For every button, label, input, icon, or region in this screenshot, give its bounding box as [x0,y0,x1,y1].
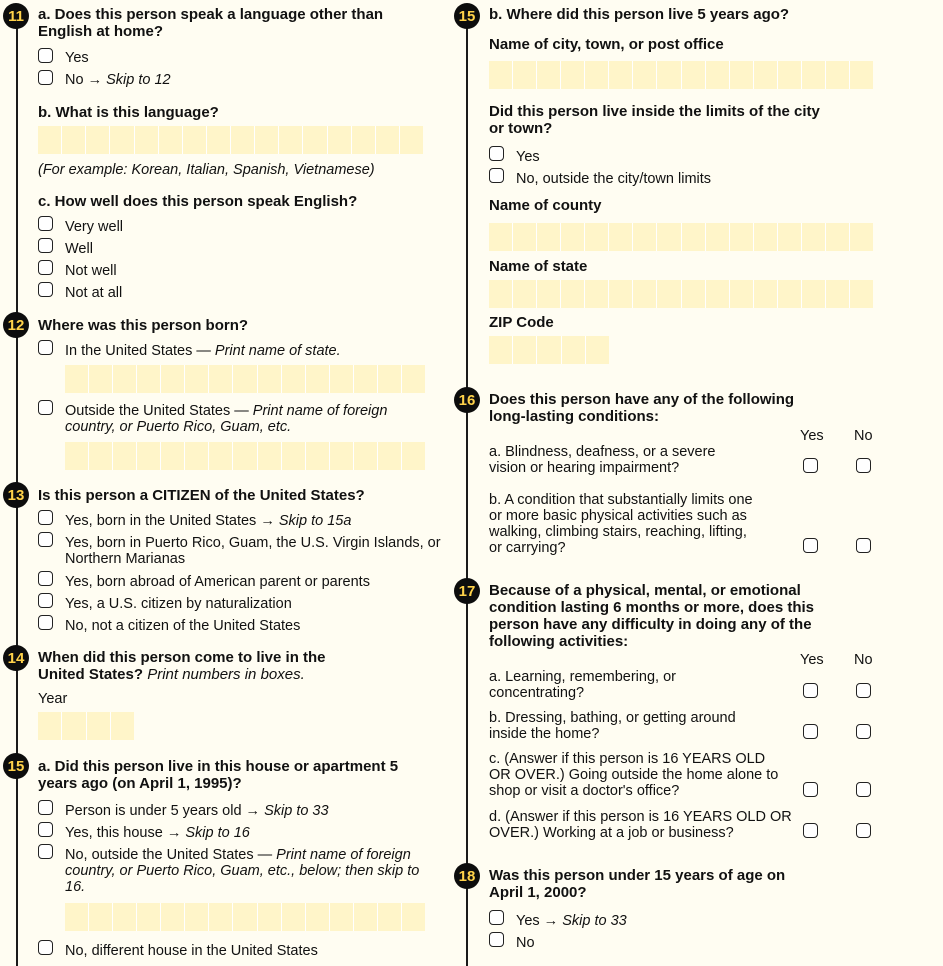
q15b-city-input[interactable] [489,61,873,89]
q13-territory-checkbox[interactable] [38,532,53,547]
q18-no-label: No [516,935,535,951]
question-13-badge: 13 [3,482,29,508]
q11b-title: b. What is this language? [38,104,219,121]
q15a-under5-text: Person is under 5 years old → [65,803,265,819]
q12-outside-label [65,403,425,435]
q16-title: Does this person have any of the following long-lasting conditions: [489,391,795,425]
q13-naturalized-checkbox[interactable] [38,593,53,608]
q15a-outside-us-label [65,847,425,895]
question-11-badge: 11 [3,3,29,29]
question-15a-badge: 15 [3,753,29,779]
q17d-yes-checkbox[interactable] [803,823,818,838]
q13-abroad-label: Yes, born abroad of American parent or parents [65,574,370,590]
q11c-not-at-all-checkbox[interactable] [38,282,53,297]
q11c-title: c. How well does this person speak English? [38,193,358,210]
q13-title: Is this person a CITIZEN of the United States? [38,487,365,504]
question-17-badge: 17 [454,578,480,604]
q15a-outside-us-instruction: Print name of foreign country, or Puerto Rico, Guam, etc., below; then skip to 16. [65,847,420,895]
q16-no-header: No [854,428,873,444]
q11c-well-label: Well [65,241,93,257]
q12-outside-checkbox[interactable] [38,400,53,415]
q13-abroad-checkbox[interactable] [38,571,53,586]
q17c-text: c. (Answer if this person is 16 YEARS OLD OR OVER.) Going outside the home alone to shop or visit a doctor's office? [489,751,779,799]
q15b-title: b. Where did this person live 5 years ago? [489,6,790,23]
q14-title-text: When did this person come to live in the United States? [38,649,326,683]
q15b-county-label: Name of county [489,197,602,214]
q12-us-instruction: Print name of state. [214,343,341,359]
q12-us-text: In the United States — [65,343,215,359]
q12-us-checkbox[interactable] [38,340,53,355]
q18-yes-skip: Skip to 33 [562,913,627,929]
q15a-different-house-checkbox[interactable] [38,940,53,955]
q11a-no-checkbox[interactable] [38,70,53,85]
q12-country-input[interactable] [65,442,425,470]
q17b-yes-checkbox[interactable] [803,724,818,739]
q11a-no-label [65,72,171,88]
q16a-no-checkbox[interactable] [856,458,871,473]
question-18-badge: 18 [454,863,480,889]
q17a-text: a. Learning, remembering, or concentrating? [489,669,676,701]
q15b-county-input[interactable] [489,223,873,251]
q18-yes-label [516,913,627,929]
q11c-not-well-label: Not well [65,263,117,279]
q15b-limits-yes-checkbox[interactable] [489,146,504,161]
q15b-limits-question: Did this person live inside the limits of the city or town? [489,103,820,137]
q18-title: Was this person under 15 years of age on April 1, 2000? [489,867,786,901]
q12-state-input[interactable] [65,365,425,393]
q15a-outside-us-text: No, outside the United States — [65,847,277,863]
q18-yes-text: Yes → [516,913,563,929]
q11a-yes-label: Yes [65,50,89,66]
q15b-city-label: Name of city, town, or post office [489,36,724,53]
q14-year-label: Year [38,691,68,707]
q18-no-checkbox[interactable] [489,932,504,947]
q16b-text: b. A condition that substantially limits one or more basic physical activities such as walking, climbing stairs, reaching, lifting, or carrying? [489,492,753,556]
q17d-text: d. (Answer if this person is 16 YEARS OLD OR OVER.) Working at a job or business? [489,809,792,841]
q17-yes-header: Yes [800,652,824,668]
q12-outside-instruction: Print name of foreign country, or Puerto Rico, Guam, etc. [65,403,388,435]
q11a-title: a. Does this person speak a language other than English at home? [38,6,384,40]
q11a-no-text: No [65,72,84,88]
q17-no-header: No [854,652,873,668]
q18-yes-checkbox[interactable] [489,910,504,925]
q15b-limits-no-label: No, outside the city/town limits [516,171,712,187]
q13-territory-label: Yes, born in Puerto Rico, Guam, the U.S. Virgin Islands, or Northern Marianas [65,535,441,567]
q16a-text: a. Blindness, deafness, or a severe vision or hearing impairment? [489,444,716,476]
q15a-country-input[interactable] [65,903,425,931]
q13-naturalized-label: Yes, a U.S. citizen by naturalization [65,596,292,612]
q13-born-us-skip: Skip to 15a [278,513,352,529]
q15a-under5-checkbox[interactable] [38,800,53,815]
q12-us-label [65,343,341,359]
q16-yes-header: Yes [800,428,824,444]
q12-title: Where was this person born? [38,317,249,334]
q11a-yes-checkbox[interactable] [38,48,53,63]
q15a-under5-label [65,803,329,819]
q11c-not-well-checkbox[interactable] [38,260,53,275]
question-15b-badge: 15 [454,3,480,29]
q15b-limits-yes-label: Yes [516,149,540,165]
q15a-under5-skip: Skip to 33 [264,803,329,819]
q15b-zip-input[interactable] [489,336,609,364]
q11b-example: (For example: Korean, Italian, Spanish, Vietnamese) [38,162,375,178]
question-12-badge: 12 [3,312,29,338]
q12-outside-text: Outside the United States — [65,403,253,419]
q15a-same-house-text: Yes, this house → [65,825,186,841]
q16b-no-checkbox[interactable] [856,538,871,553]
arrow-icon: → [87,72,103,88]
q17a-yes-checkbox[interactable] [803,683,818,698]
q15a-title: a. Did this person live in this house or apartment 5 years ago (on April 1, 1995)? [38,758,399,792]
q15a-different-house-label: No, different house in the United States [65,943,318,959]
q17b-text: b. Dressing, bathing, or getting around inside the home? [489,710,736,742]
q15b-limits-no-checkbox[interactable] [489,168,504,183]
q15a-outside-us-checkbox[interactable] [38,844,53,859]
q13-born-us-checkbox[interactable] [38,510,53,525]
q14-year-input[interactable] [38,712,134,740]
q11a-no-skip: Skip to 12 [106,72,171,88]
q11c-very-well-label: Very well [65,219,124,235]
q15b-state-label: Name of state [489,258,588,275]
q16b-yes-checkbox[interactable] [803,538,818,553]
question-14-badge: 14 [3,645,29,671]
q17c-no-checkbox[interactable] [856,782,871,797]
q13-born-us-label [65,513,351,529]
q11c-well-checkbox[interactable] [38,238,53,253]
q11c-very-well-checkbox[interactable] [38,216,53,231]
q17d-no-checkbox[interactable] [856,823,871,838]
q14-title [38,649,358,683]
q17-title: Because of a physical, mental, or emotional condition lasting 6 months or more, does this person have any difficulty in doing any of the following activities: [489,582,815,650]
q13-not-citizen-checkbox[interactable] [38,615,53,630]
q15a-same-house-checkbox[interactable] [38,822,53,837]
q17b-no-checkbox[interactable] [856,724,871,739]
q13-not-citizen-label: No, not a citizen of the United States [65,618,301,634]
question-16-badge: 16 [454,387,480,413]
q16a-yes-checkbox[interactable] [803,458,818,473]
middle-column-rule [466,22,468,966]
q13-born-us-text: Yes, born in the United States → [65,513,279,529]
q14-instruction: Print numbers in boxes. [147,666,305,683]
q11c-not-at-all-label: Not at all [65,285,123,301]
q17c-yes-checkbox[interactable] [803,782,818,797]
q15b-zip-label: ZIP Code [489,314,554,331]
q15a-same-house-label [65,825,250,841]
q15a-same-house-skip: Skip to 16 [185,825,250,841]
q17a-no-checkbox[interactable] [856,683,871,698]
q15b-state-input[interactable] [489,280,873,308]
q11b-language-input[interactable] [38,126,423,154]
